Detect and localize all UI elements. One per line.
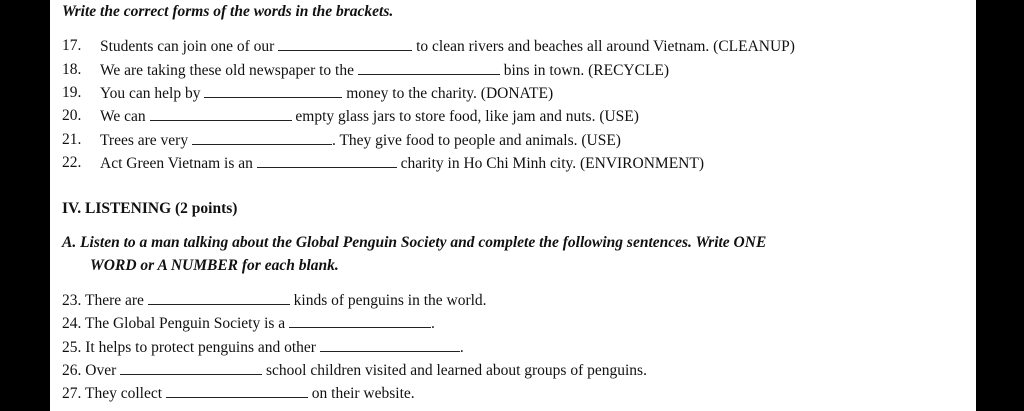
question-number: 21. xyxy=(62,131,82,148)
question-number: 24. xyxy=(62,315,82,332)
instruction-text: Write the correct forms of the words in the brackets. xyxy=(62,3,394,20)
question-number: 18. xyxy=(62,61,82,78)
question-text-after: school children visited and learned about groups of penguins. xyxy=(262,362,647,379)
question-25 xyxy=(62,337,464,358)
question-number: 23. xyxy=(62,292,82,309)
question-text-after: charity in Ho Chi Minh city. (ENVIRONMENT) xyxy=(396,155,704,172)
question-text-before: The Global Penguin Society is a xyxy=(84,315,290,332)
question-number: 22. xyxy=(62,154,82,171)
question-text-before: Trees are very xyxy=(100,132,192,149)
question-26 xyxy=(62,360,647,381)
question-text-before: It helps to protect penguins and other xyxy=(85,339,320,356)
question-text-before: We are taking these old newspaper to the xyxy=(100,62,358,79)
question-23 xyxy=(62,290,487,311)
question-number: 17. xyxy=(62,37,82,54)
question-text-after: on their website. xyxy=(307,385,415,402)
question-text-after: empty glass jars to store food, like jam and nuts. (USE) xyxy=(291,108,639,125)
listening-instruction-line2: WORD or A NUMBER for each blank. xyxy=(90,257,339,274)
question-text-before: There are xyxy=(84,292,148,309)
answer-blank[interactable] xyxy=(192,130,332,145)
question-text-after: money to the charity. (DONATE) xyxy=(342,85,554,102)
answer-blank[interactable] xyxy=(358,60,500,75)
answer-blank[interactable] xyxy=(148,290,290,305)
question-text-after: . They give food to people and animals. (USE) xyxy=(331,132,621,149)
answer-blank[interactable] xyxy=(320,337,460,352)
question-text-before: Act Green Vietnam is an xyxy=(100,155,257,172)
question-number: 20. xyxy=(62,107,82,124)
listening-instruction-line1: A. Listen to a man talking about the Global Penguin Society and complete the following sentences. Write ONE xyxy=(62,234,767,251)
answer-blank[interactable] xyxy=(204,83,342,98)
question-number: 19. xyxy=(62,84,82,101)
question-text-after: kinds of penguins in the world. xyxy=(289,292,487,309)
question-27 xyxy=(62,383,415,404)
question-text-before: Over xyxy=(85,362,121,379)
answer-blank[interactable] xyxy=(289,313,431,328)
question-text-before: Students can join one of our xyxy=(100,38,279,55)
answer-blank[interactable] xyxy=(166,383,308,398)
question-text-after: bins in town. (RECYCLE) xyxy=(499,62,670,79)
question-24 xyxy=(62,313,435,334)
question-text-before: They collect xyxy=(84,385,166,402)
question-text-before: We can xyxy=(100,108,150,125)
question-text-after: . xyxy=(431,315,435,332)
answer-blank[interactable] xyxy=(278,36,412,51)
question-text-after: . xyxy=(459,339,464,356)
question-number: 27. xyxy=(62,385,82,402)
answer-blank[interactable] xyxy=(120,360,262,375)
worksheet-page xyxy=(50,0,976,411)
section-heading: IV. LISTENING (2 points) xyxy=(62,200,238,217)
answer-blank[interactable] xyxy=(150,106,292,121)
answer-blank[interactable] xyxy=(257,153,397,168)
question-number: 26. xyxy=(62,362,82,379)
question-number: 25. xyxy=(62,339,82,356)
question-text-before: You can help by xyxy=(100,85,205,102)
question-text-after: to clean rivers and beaches all around Vietnam. (CLEANUP) xyxy=(412,38,795,55)
